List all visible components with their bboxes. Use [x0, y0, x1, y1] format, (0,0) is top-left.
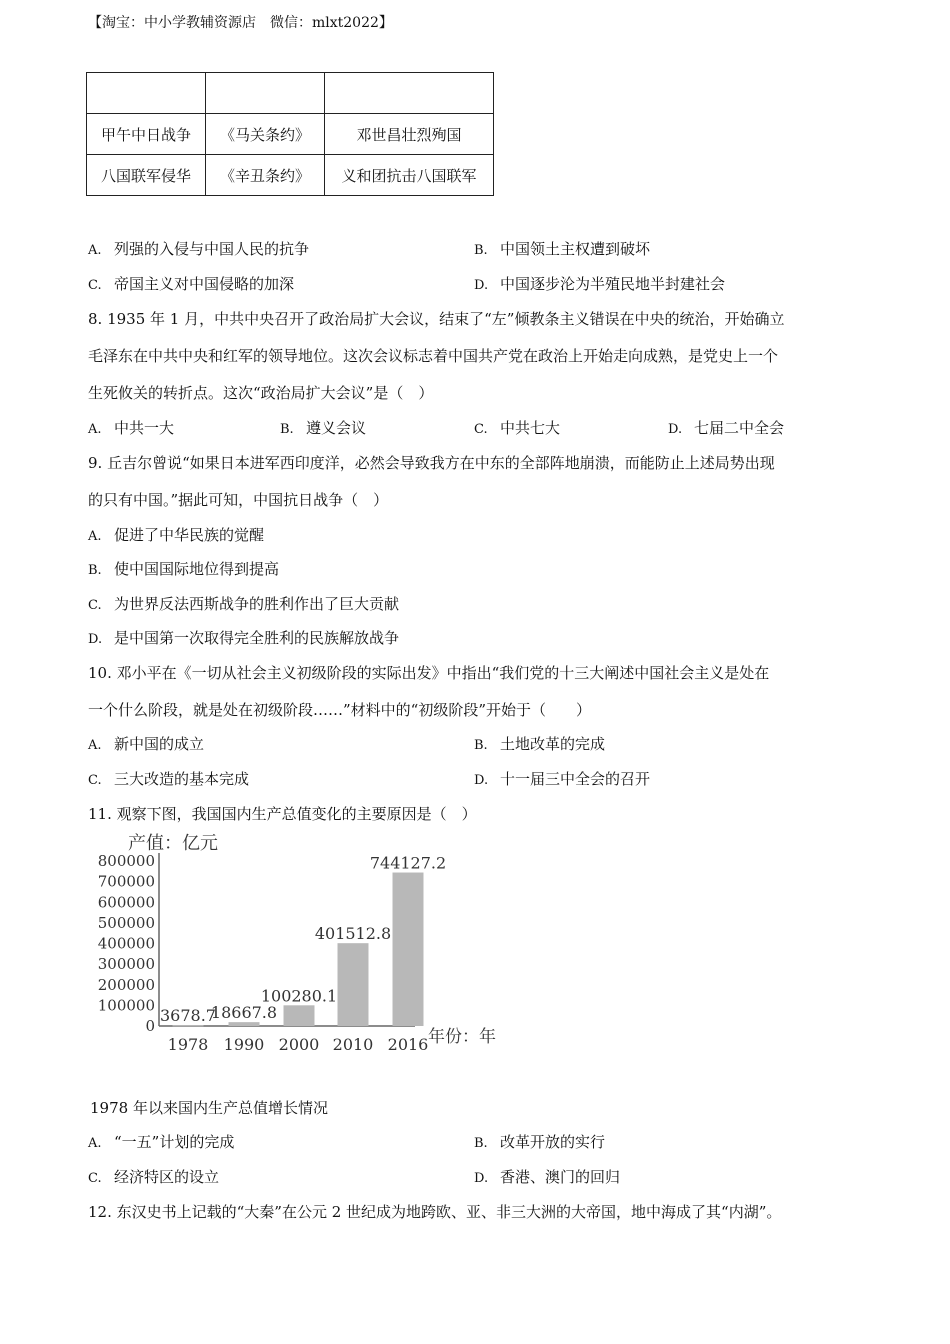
chart-caption: 1978 年以来国内生产总值增长情况 [90, 1099, 328, 1117]
bar-value-label: 744127.2 [369, 853, 447, 873]
option-key: D. [88, 632, 103, 647]
option-text: 遵义会议 [306, 419, 367, 437]
option-text: 促进了中华民族的觉醒 [114, 526, 265, 544]
bar-value-label: 100280.1 [260, 986, 338, 1006]
option-text: “一五”计划的完成 [114, 1133, 235, 1151]
option-key: B. [474, 243, 488, 258]
q11-option-c[interactable] [88, 1166, 219, 1187]
option-text: 为世界反法西斯战争的胜利作出了巨大贡献 [114, 595, 400, 613]
q8-option-b[interactable] [280, 417, 366, 438]
q11-option-b[interactable] [474, 1131, 605, 1152]
q9-option-b[interactable] [88, 558, 279, 579]
table-cell [87, 73, 206, 114]
option-key: C. [88, 598, 102, 613]
q9-option-c[interactable] [88, 593, 399, 614]
y-tick-label: 0 [145, 1017, 155, 1035]
bar [338, 943, 369, 1026]
chart-ylabel: 产值：亿元 [128, 833, 218, 854]
q10-option-d[interactable] [474, 768, 650, 789]
option-text: 十一届三中全会的召开 [500, 770, 651, 788]
y-tick-label: 200000 [97, 975, 155, 994]
q7-option-d[interactable] [474, 273, 725, 294]
option-key: B. [474, 1136, 488, 1151]
y-tick-label: 500000 [97, 913, 155, 932]
option-text: 经济特区的设立 [114, 1168, 220, 1186]
x-tick-label: 2010 [332, 1035, 374, 1054]
option-key: B. [88, 563, 102, 578]
q9-option-d[interactable] [88, 627, 399, 648]
y-tick-label: 600000 [97, 893, 155, 912]
option-text: 中共一大 [114, 419, 175, 437]
table-cell: 甲午中日战争 [87, 114, 206, 155]
table-cell: 八国联军侵华 [87, 155, 206, 196]
chart-bars [160, 854, 446, 1054]
option-text: 改革开放的实行 [500, 1133, 606, 1151]
option-key: A. [88, 243, 102, 258]
option-text: 使中国国际地位得到提高 [114, 560, 280, 578]
option-key: A. [88, 529, 102, 544]
x-tick-label: 1990 [223, 1035, 265, 1054]
option-key: A. [88, 738, 102, 753]
option-text: 新中国的成立 [114, 735, 205, 753]
y-tick-label: 100000 [97, 996, 155, 1015]
q7-option-c[interactable] [88, 273, 294, 294]
q10-option-c[interactable] [88, 768, 249, 789]
bar [284, 1005, 315, 1026]
table-cell: 义和团抗击八国联军 [325, 155, 494, 196]
y-tick-label: 300000 [97, 955, 155, 974]
option-key: D. [474, 773, 489, 788]
bar [173, 1025, 204, 1026]
option-key: C. [88, 278, 102, 293]
q10-stem-line: 10. 邓小平在《一切从社会主义初级阶段的实际出发》中指出“我们党的十三大阐述中国社会主义是处在 [88, 664, 770, 682]
option-key: D. [474, 278, 489, 293]
y-tick-label: 700000 [97, 872, 155, 891]
option-text: 帝国主义对中国侵略的加深 [114, 275, 295, 293]
option-text: 中国逐步沦为半殖民地半封建社会 [500, 275, 726, 293]
q11-stem: 11. 观察下图，我国国内生产总值变化的主要原因是（ ） [88, 805, 477, 823]
option-key: B. [280, 422, 294, 437]
table-cell [206, 73, 325, 114]
option-text: 香港、澳门的回归 [500, 1168, 621, 1186]
chart-xlabel: 年份：年 [428, 1027, 496, 1047]
option-text: 中国领土主权遭到破坏 [500, 240, 651, 258]
q9-stem-line: 的只有中国。”据此可知，中国抗日战争（ ） [88, 491, 389, 509]
q9-option-a[interactable] [88, 524, 264, 545]
q11-option-a[interactable] [88, 1131, 234, 1152]
bar-value-label: 18667.8 [210, 1003, 278, 1023]
q10-option-b[interactable] [474, 733, 605, 754]
q10-option-a[interactable] [88, 733, 204, 754]
x-tick-label: 1978 [167, 1035, 209, 1054]
y-tick-label: 800000 [97, 852, 155, 870]
page-header: 【淘宝：中小学教辅资源店 微信：mlxt2022】 [88, 15, 393, 31]
q11-option-d[interactable] [474, 1166, 620, 1187]
chart-yticks [98, 852, 155, 1035]
option-key: A. [88, 422, 102, 437]
option-key: B. [474, 738, 488, 753]
option-text: 七届二中全会 [694, 419, 785, 437]
table-cell: 《辛丑条约》 [206, 155, 325, 196]
option-text: 土地改革的完成 [500, 735, 606, 753]
bar [393, 873, 424, 1026]
option-key: D. [668, 422, 683, 437]
q8-option-d[interactable] [668, 417, 784, 438]
option-key: C. [88, 773, 102, 788]
table-row [87, 114, 494, 155]
q8-option-c[interactable] [474, 417, 560, 438]
q12-stem: 12. 东汉史书上记载的“大秦”在公元 2 世纪成为地跨欧、亚、非三大洲的大帝国，地中海成了其“内湖”。 [88, 1203, 782, 1221]
table-row [87, 155, 494, 196]
q8-stem-line: 生死攸关的转折点。这次“政治局扩大会议”是（ ） [88, 384, 434, 402]
gdp-bar-chart [95, 828, 515, 1060]
q8-option-a[interactable] [88, 417, 174, 438]
table-cell: 邓世昌壮烈殉国 [325, 114, 494, 155]
y-tick-label: 400000 [97, 934, 155, 953]
q8-stem-line: 8. 1935 年 1 月，中共中央召开了政治局扩大会议，结束了“左”倾教条主义错误在中央的统治，开始确立 [88, 310, 785, 328]
x-tick-label: 2016 [387, 1035, 429, 1054]
bar-value-label: 401512.8 [314, 924, 392, 944]
q9-stem-line: 9. 丘吉尔曾说“如果日本进军西印度洋，必然会导致我方在中东的全部阵地崩溃，而能防止上述局势出现 [88, 454, 775, 472]
option-key: D. [474, 1171, 489, 1186]
option-text: 三大改造的基本完成 [114, 770, 250, 788]
bar-value-label: 3678.7 [160, 1006, 216, 1026]
q10-stem-line: 一个什么阶段，就是处在初级阶段……”材料中的“初级阶段”开始于（ ） [88, 701, 592, 719]
option-text: 列强的入侵与中国人民的抗争 [114, 240, 310, 258]
table-cell [325, 73, 494, 114]
q7-option-b[interactable] [474, 238, 650, 259]
bar [229, 1022, 260, 1026]
table-row [87, 73, 494, 114]
option-key: C. [88, 1171, 102, 1186]
history-table [86, 72, 494, 196]
q7-option-a[interactable] [88, 238, 309, 259]
x-tick-label: 2000 [278, 1035, 320, 1054]
option-text: 是中国第一次取得完全胜利的民族解放战争 [114, 629, 400, 647]
option-key: A. [88, 1136, 102, 1151]
option-text: 中共七大 [500, 419, 561, 437]
table-cell: 《马关条约》 [206, 114, 325, 155]
q8-stem-line: 毛泽东在中共中央和红军的领导地位。这次会议标志着中国共产党在政治上开始走向成熟，是党史上一个 [88, 347, 779, 365]
option-key: C. [474, 422, 488, 437]
